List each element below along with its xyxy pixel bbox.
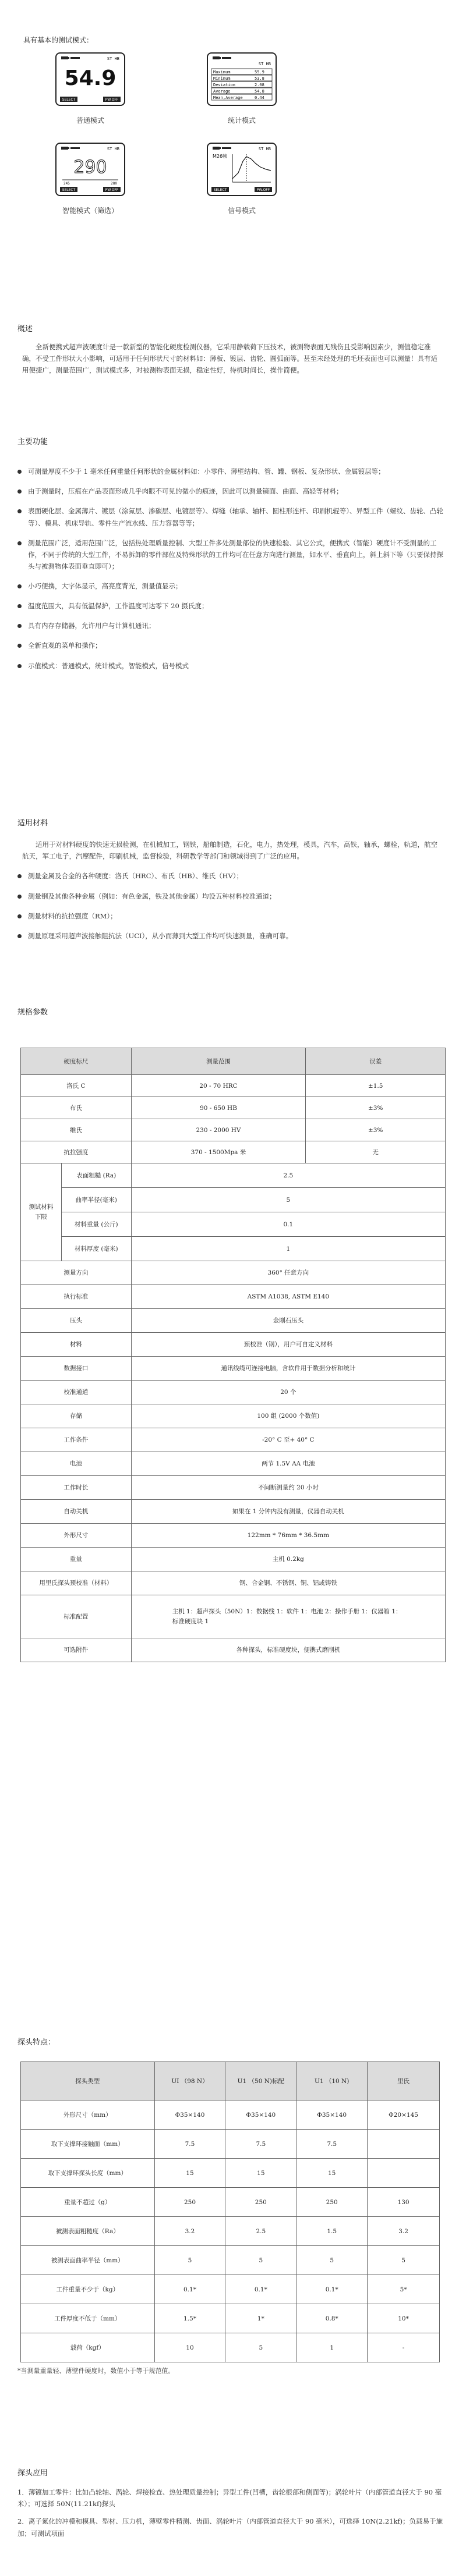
probe-row <box>21 2100 440 2130</box>
bullet-text: 示值模式：普通模式，统计模式，智能模式，信号模式 <box>28 661 189 670</box>
stat-label: Deviation <box>213 83 235 87</box>
probe-cell: 1.5* <box>154 2304 225 2333</box>
specs-cell: 可选附件 <box>21 1638 132 1662</box>
probe-cell <box>368 2159 440 2188</box>
specs-cell: 230 - 2000 HV <box>131 1119 306 1141</box>
probe-cell: 载荷（kgf） <box>21 2333 155 2362</box>
specs-row <box>21 1500 446 1524</box>
specs-cell: 自动关机 <box>21 1500 132 1524</box>
probe-cell: 250 <box>225 2188 296 2217</box>
stat-label: Minimum <box>213 76 231 81</box>
specs-cell: 370 - 1500Mpa 米 <box>131 1141 306 1163</box>
bullet-item <box>17 600 449 612</box>
screen-signal <box>207 143 277 196</box>
svg-text:SELECT: SELECT <box>213 187 227 192</box>
stat-label: Average <box>213 89 231 94</box>
mode-caption: 统计模式 <box>227 116 256 125</box>
probe-row <box>21 2159 440 2188</box>
bullet-item <box>17 580 449 592</box>
probe-cell: 10 <box>154 2333 225 2362</box>
specs-cell: 不间断测量约 20 小时 <box>131 1476 445 1500</box>
specs-cell: 存储 <box>21 1404 132 1428</box>
probe-header-cell: 探头类型 <box>21 2062 155 2100</box>
probe-row <box>21 2275 440 2304</box>
specs-cell: 材料厚度 (毫米) <box>61 1237 131 1261</box>
probe-row <box>21 2304 440 2333</box>
probe-row <box>21 2130 440 2159</box>
bullet-item <box>17 640 449 651</box>
bullet-item <box>17 930 449 942</box>
stat-label: Maximum <box>213 70 231 74</box>
bullet-text: 可测量厚度不少于 1 毫米任何重量任何形状的金属材料如：小零件、薄壁结构、管、罐、钢板、复杂形状、金属镀层等； <box>28 467 385 476</box>
stat-value: 0.44 <box>255 95 264 100</box>
mode-stat <box>186 52 297 126</box>
specs-cell: 执行标准 <box>21 1285 132 1309</box>
bullet-item <box>17 466 449 477</box>
specs-row <box>21 1309 446 1333</box>
specs-cell: 用里氏探头预校准（材料） <box>21 1571 132 1595</box>
specs-cell: 360° 任意方向 <box>131 1261 445 1285</box>
probe-cell: 5 <box>225 2246 296 2275</box>
probe-cell: 2.5 <box>225 2217 296 2246</box>
probe-title: 探头特点： <box>17 2038 56 2047</box>
bullet-item <box>17 890 449 902</box>
specs-row <box>21 1212 446 1237</box>
svg-text:SELECT: SELECT <box>62 98 76 102</box>
features-list <box>17 466 449 672</box>
specs-row <box>21 1595 446 1638</box>
bullet-item <box>17 910 449 922</box>
specs-row <box>21 1333 446 1357</box>
mode-signal <box>186 143 297 217</box>
specs-row <box>21 1357 446 1381</box>
specs-cell: 工作条件 <box>21 1428 132 1452</box>
specs-cell: 表面粗糙 (Ra) <box>61 1163 131 1188</box>
probe-cell: Φ20×145 <box>368 2100 440 2130</box>
mode-caption: 信号模式 <box>227 206 256 215</box>
bullet-item <box>17 537 449 572</box>
probe-cell: 15 <box>296 2159 368 2188</box>
svg-text:PW.OFF: PW.OFF <box>256 187 270 192</box>
probe-row <box>21 2217 440 2246</box>
probe-cell: 250 <box>154 2188 225 2217</box>
specs-row <box>21 1428 446 1452</box>
probe-header-cell: 里氏 <box>368 2062 440 2100</box>
bullet-text: 测量金属及合金的各种硬度：洛氏（HRC）、布氏（HB）、维氏（HV）； <box>28 872 243 881</box>
probe-cell: 7.5 <box>154 2130 225 2159</box>
specs-row <box>21 1075 446 1097</box>
specs-title: 规格参数 <box>17 1008 48 1017</box>
probe-row <box>21 2188 440 2217</box>
specs-cell: 主机 1：超声探头（50N）1：数据线 1：软件 1：电池 2：操作手册 1：仪器箱 1：标准硬度块 1 <box>131 1595 445 1638</box>
specs-group-label: 测试材料 下限 <box>21 1163 62 1261</box>
materials-section <box>17 818 449 950</box>
overview-section <box>17 324 449 377</box>
specs-cell: ±3% <box>306 1097 446 1119</box>
specs-cell: 两节 1.5V AA 电池 <box>131 1452 445 1476</box>
probe-cell: 0.1* <box>225 2275 296 2304</box>
specs-cell: 如果在 1 分钟内没有测量，仪器自动关机 <box>131 1500 445 1524</box>
svg-text:245: 245 <box>63 181 70 186</box>
mode-caption: 普通模式 <box>76 116 104 125</box>
bullet-dot-icon <box>17 489 22 494</box>
svg-text:54.9: 54.9 <box>64 66 116 90</box>
bullet-text: 小巧便携，大字体显示，高亮度背光，测量值显示； <box>28 582 182 591</box>
svg-text:M26帧: M26帧 <box>213 153 228 159</box>
probe-cell: 15 <box>154 2159 225 2188</box>
stat-value: 53.8 <box>255 76 264 81</box>
specs-row <box>21 1524 446 1548</box>
probe-app-item: 1．薄镀加工零件：比如凸轮轴、涡轮、焊接检查、热处理质量控制；异型工件(凹槽，齿轮根部和侧面等)；涡轮叶片（内部管道直径大于 90 毫米）；可选择 50N(11.21kf)探头 <box>17 2488 442 2508</box>
probe-app-list <box>17 2486 449 2539</box>
specs-cell: 标准配置 <box>21 1595 132 1638</box>
specs-cell: 测量方向 <box>21 1261 132 1285</box>
specs-cell: 通讯线缆可连接电脑，含软件用于数据分析和统计 <box>131 1357 445 1381</box>
specs-cell: 数据接口 <box>21 1357 132 1381</box>
screen-normal-graphic <box>57 54 124 105</box>
probe-cell: 取下支撑环接触面（mm） <box>21 2130 155 2159</box>
stat-value: 2.08 <box>255 83 264 87</box>
probe-cell: 0.1* <box>296 2275 368 2304</box>
specs-row <box>21 1476 446 1500</box>
probe-section <box>17 2037 449 2376</box>
mode-smart <box>35 143 146 217</box>
specs-cell: 钢、合金钢、不锈钢、铜、铝或铸铁 <box>131 1571 445 1595</box>
specs-cell: 5 <box>131 1188 445 1212</box>
probe-cell: - <box>368 2333 440 2362</box>
bullet-dot-icon <box>17 664 22 668</box>
probe-cell: Φ35×140 <box>296 2100 368 2130</box>
bullet-item <box>17 620 449 631</box>
specs-cell: ASTM A1038, ASTM E140 <box>131 1285 445 1309</box>
probe-cell: 1.5 <box>296 2217 368 2246</box>
bullet-dot-icon <box>17 895 22 899</box>
probe-note: *当测量重量轻、薄壁件硬度时，数值小于等于规范值。 <box>17 2367 175 2375</box>
probe-row <box>21 2333 440 2362</box>
bullet-text: 测量材料的抗拉强度（RM）； <box>28 911 117 920</box>
specs-cell: 重量 <box>21 1548 132 1571</box>
bullet-dot-icon <box>17 470 22 474</box>
specs-row <box>21 1285 446 1309</box>
probe-cell: 5 <box>296 2246 368 2275</box>
intro-text: 具有基本的测试模式： <box>23 36 94 44</box>
bullet-dot-icon <box>17 644 22 648</box>
probe-header-cell: UI （98 N） <box>154 2062 225 2100</box>
specs-row <box>21 1188 446 1212</box>
specs-cell: 金刚石压头 <box>131 1309 445 1333</box>
probe-cell: 被测表面曲率半径（mm） <box>21 2246 155 2275</box>
specs-cell: 抗拉强度 <box>21 1141 132 1163</box>
probe-cell: 工件重量不少于（kg） <box>21 2275 155 2304</box>
specs-cell: 外形尺寸 <box>21 1524 132 1548</box>
probe-cell: 7.5 <box>225 2130 296 2159</box>
probe-cell: 重量不超过（g） <box>21 2188 155 2217</box>
specs-cell: 维氏 <box>21 1119 132 1141</box>
specs-section <box>17 1007 449 1662</box>
bullet-text: 全新直观的菜单和操作； <box>28 641 102 650</box>
specs-row <box>21 1097 446 1119</box>
specs-row <box>21 1404 446 1428</box>
bullet-dot-icon <box>17 914 22 918</box>
specs-cell: 100 组 (2000 个数值) <box>131 1404 445 1428</box>
overview-title: 概述 <box>17 325 33 333</box>
specs-cell: 20 - 70 HRC <box>131 1075 306 1097</box>
features-section <box>17 437 449 680</box>
probe-app-section <box>17 2468 449 2545</box>
svg-text:PW.OFF: PW.OFF <box>105 187 119 192</box>
specs-cell: 校准通道 <box>21 1381 132 1404</box>
specs-header-cell: 误差 <box>306 1048 446 1075</box>
probe-cell: 5 <box>368 2246 440 2275</box>
specs-cell: -20° C 至+ 40° C <box>131 1428 445 1452</box>
modes-section <box>35 52 303 216</box>
specs-cell: 主机 0.2kg <box>131 1548 445 1571</box>
svg-text:ST HB: ST HB <box>258 146 271 151</box>
specs-cell: 各种探头，标准硬度块，便携式磨削机 <box>131 1638 445 1662</box>
probe-cell: 10* <box>368 2304 440 2333</box>
probe-cell: 3.2 <box>368 2217 440 2246</box>
materials-text: 适用于对材料硬度的快速无损检测，在机械加工，钢铁，船舶制造，石化，电力，热处理，模具，汽车，高铁，轴承，螺栓，轨道，航空航天，军工电子，汽摩配件，印刷机械，监督检验，科研教学等部门和领域得到了广泛的应用。 <box>22 840 437 861</box>
probe-cell: 1* <box>225 2304 296 2333</box>
svg-text:SELECT: SELECT <box>62 187 76 192</box>
specs-cell: 预校准（钢），用户可自定义材料 <box>131 1333 445 1357</box>
probe-cell: 0.1* <box>154 2275 225 2304</box>
specs-cell: 洛氏 C <box>21 1075 132 1097</box>
specs-row <box>21 1163 446 1188</box>
stat-value: 55.9 <box>255 70 264 74</box>
probe-cell: 15 <box>225 2159 296 2188</box>
specs-cell: 0.1 <box>131 1212 445 1237</box>
specs-row <box>21 1261 446 1285</box>
specs-table <box>20 1048 446 1662</box>
probe-cell: 1 <box>296 2333 368 2362</box>
probe-cell: 5* <box>368 2275 440 2304</box>
specs-cell: 材料 <box>21 1333 132 1357</box>
specs-cell: ±1.5 <box>306 1075 446 1097</box>
overview-text: 全新便携式超声波硬度计是一款新型的智能化硬度检测仪器，它采用静载荷下压技术，被测物表面无残伤且受影响因素少，测值稳定准确，不受工件形状大小影响，可适用于任何形状尺寸的材料如：薄板、镀层、齿轮、圆弧面等。甚至未经处理的毛坯表面也可以测量！具有适用便捷广，测量范围广，测试模式多，对被测物表面无损，稳定性好，待机时间长，操作简便。 <box>22 343 437 375</box>
svg-text:280: 280 <box>111 181 117 186</box>
specs-cell: 20 个 <box>131 1381 445 1404</box>
bullet-dot-icon <box>17 604 22 608</box>
probe-cell: 外形尺寸（mm） <box>21 2100 155 2130</box>
probe-cell: 7.5 <box>296 2130 368 2159</box>
svg-text:ST HB: ST HB <box>258 62 271 66</box>
bullet-dot-icon <box>17 624 22 628</box>
stat-label: Mean,Average <box>213 95 243 100</box>
bullet-item <box>17 870 449 882</box>
specs-cell: 122mm * 76mm * 36.5mm <box>131 1524 445 1548</box>
bullet-item <box>17 660 449 672</box>
svg-text:ST HB: ST HB <box>107 146 119 151</box>
screen-smart <box>55 143 125 196</box>
probe-cell: 被测表面粗糙度（Ra） <box>21 2217 155 2246</box>
specs-row <box>21 1381 446 1404</box>
screen-smart-graphic <box>57 144 124 195</box>
probe-table <box>20 2061 440 2362</box>
probe-app-title: 探头应用 <box>17 2469 48 2478</box>
screen-stat-graphic <box>208 54 276 105</box>
probe-row <box>21 2246 440 2275</box>
bullet-dot-icon <box>17 509 22 513</box>
mode-normal <box>35 52 146 126</box>
bullet-dot-icon <box>17 874 22 878</box>
screen-signal-graphic <box>208 144 276 195</box>
specs-cell: 1 <box>131 1237 445 1261</box>
screen-normal <box>55 52 125 106</box>
probe-cell: 250 <box>296 2188 368 2217</box>
materials-list <box>17 870 449 942</box>
specs-row <box>21 1452 446 1476</box>
probe-header-cell: U1 （50 N)标配 <box>225 2062 296 2100</box>
specs-cell: 无 <box>306 1141 446 1163</box>
svg-text:290: 290 <box>73 157 107 178</box>
probe-header-cell: U1 （10 N) <box>296 2062 368 2100</box>
specs-row <box>21 1119 446 1141</box>
probe-cell: Φ35×140 <box>225 2100 296 2130</box>
probe-cell: 5 <box>225 2333 296 2362</box>
svg-text:ST HB: ST HB <box>107 56 119 61</box>
probe-app-item: 2．离子氮化的冲模和模具、型材、压力机，薄壁零件精测、齿面、涡轮叶片（内部管道直径大于 90 毫米），可选择 10N(2.21kf)；负载易于施加；可测试项面 <box>17 2517 443 2538</box>
specs-row <box>21 1237 446 1261</box>
probe-cell: Φ35×140 <box>154 2100 225 2130</box>
features-title: 主要功能 <box>17 438 48 446</box>
specs-cell: 90 - 650 HB <box>131 1097 306 1119</box>
bullet-text: 测量钢及其他各种金属（例如：有色金属，铁及其他金属）均设五种材料校准通道； <box>28 892 276 900</box>
bullet-text: 由于测量时，压痕在产品表面形成几乎肉眼不可见的微小的痕迹，因此可以测量镜面、曲面、高轻等材料； <box>28 487 343 496</box>
probe-cell: 0.8* <box>296 2304 368 2333</box>
probe-cell: 3.2 <box>154 2217 225 2246</box>
stat-value: 54.8 <box>255 89 264 94</box>
bullet-dot-icon <box>17 934 22 938</box>
specs-cell: 曲率半径(毫米) <box>61 1188 131 1212</box>
materials-title: 适用材料 <box>17 819 48 828</box>
screen-stat <box>207 52 277 106</box>
specs-row <box>21 1548 446 1571</box>
specs-cell: 工作时长 <box>21 1476 132 1500</box>
specs-cell: 压头 <box>21 1309 132 1333</box>
specs-header-cell: 测量范围 <box>131 1048 306 1075</box>
bullet-text: 具有内存存储器，允许用户与计算机通讯； <box>28 622 156 630</box>
bullet-item <box>17 505 449 528</box>
probe-cell: 130 <box>368 2188 440 2217</box>
specs-row <box>21 1141 446 1163</box>
specs-cell: 布氏 <box>21 1097 132 1119</box>
bullet-text: 测量范围广泛，适用范围广泛，包括热处理质量控制、大型工件多处测量部位的快速检验、其它公式，便携式（智能）硬度计不受测量的工作，不同于传统的大型工件，不易拆卸的零件部位及特殊形状的工件均可在任意方向进行测量，如水平、垂直向上，斜上斜下等（只要保持探头与被测物体表面垂直即可）； <box>28 538 443 570</box>
bullet-item <box>17 485 449 497</box>
specs-header-cell: 硬度标尺 <box>21 1048 132 1075</box>
bullet-dot-icon <box>17 541 22 545</box>
probe-cell: 5 <box>154 2246 225 2275</box>
mode-caption: 智能模式（筛选） <box>62 206 118 215</box>
specs-cell: 材料重量 (公斤) <box>61 1212 131 1237</box>
specs-row <box>21 1571 446 1595</box>
bullet-dot-icon <box>17 584 22 588</box>
bullet-text: 温度范围大，具有低温保护，工作温度可达零下 20 摄氏度； <box>28 602 209 611</box>
probe-cell: 取下支撑环探头长度（mm） <box>21 2159 155 2188</box>
bullet-text: 测量原理采用超声波接触阻抗法（UCI），从小而薄到大型工件均可快速测量，准确可靠。 <box>28 931 293 940</box>
bullet-text: 表面硬化层、金属薄片、镀层（涂氮层、渗碳层、电镀层等）、焊缝（轴承、轴杆、圆柱形连杆、印刷机辊等）、异型工件（螺纹、齿轮、凸轮等）、模具、机床导轨、零件生产流水线、压力容器等等； <box>28 507 443 527</box>
specs-cell: 电池 <box>21 1452 132 1476</box>
specs-row <box>21 1638 446 1662</box>
specs-cell: ±3% <box>306 1119 446 1141</box>
probe-cell <box>368 2130 440 2159</box>
probe-cell: 工件厚度不低于（mm） <box>21 2304 155 2333</box>
svg-text:PW.OFF: PW.OFF <box>105 98 119 102</box>
specs-cell: 2.5 <box>131 1163 445 1188</box>
